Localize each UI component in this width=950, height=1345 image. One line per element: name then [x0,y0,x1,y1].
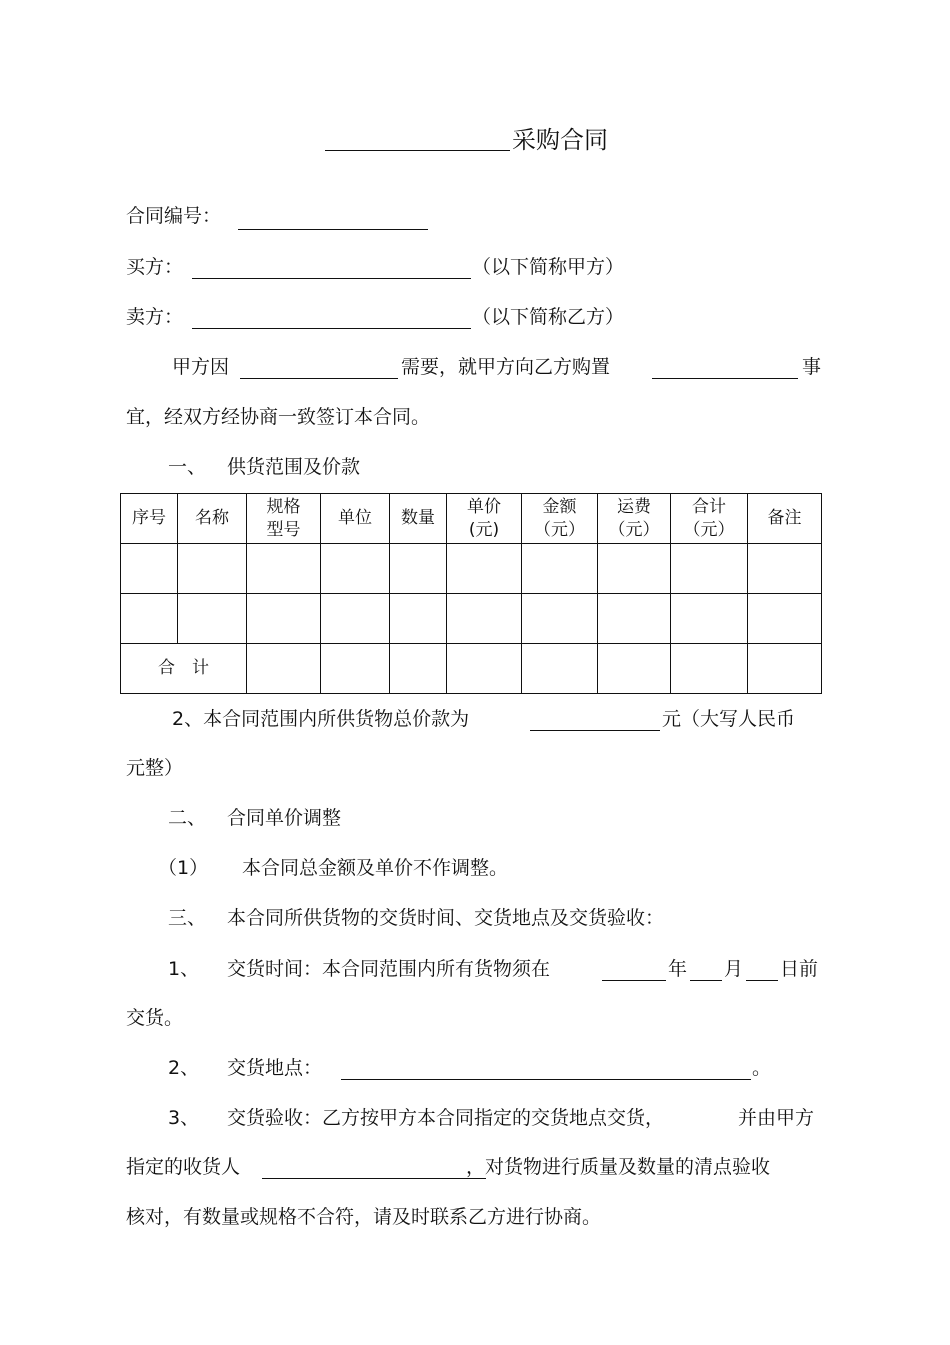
header-cell: 合计 （元） [671,494,748,544]
header-cell: 单位 [321,494,390,544]
clause2-line2: 元整） [126,757,184,779]
table-cell [447,644,522,694]
intro-part1: 甲方因 [172,356,230,378]
clause-p1-number: （1） [158,857,209,879]
table-row [121,594,822,644]
table-cell [321,544,390,594]
intro-item-blank [652,378,798,379]
header-cell: 运费 （元） [598,494,671,544]
contract-no-label: 合同编号： [126,205,222,227]
buyer-note: （以下简称甲方） [472,256,625,278]
table-cell [748,594,822,644]
section2-title: 合同单价调整 [227,807,342,829]
goods-table [120,493,822,694]
table-cell [247,544,321,594]
table-cell [671,544,748,594]
table-cell [522,544,598,594]
item3-line2b: ，对货物进行质量及数量的清点验收 [466,1156,771,1178]
table-cell [671,594,748,644]
item1-month: 月 [724,958,744,980]
buyer-label: 买方： [126,256,184,278]
table-cell [447,594,522,644]
clause2-text: 2、本合同范围内所供货物总价款为 [172,708,470,730]
table-row [121,544,822,594]
total-label: 合 计 [121,644,247,694]
table-cell [321,594,390,644]
receiver-blank [262,1178,486,1179]
page-title: 采购合同 [512,126,608,154]
table-cell [598,544,671,594]
table-cell [321,644,390,694]
item1-day: 日前 [780,958,819,980]
header-cell: 单价 (元) [447,494,522,544]
table-total-row [121,644,822,694]
clause2-text2: 元（大写人民币 [662,708,796,730]
header-cell: 序号 [121,494,178,544]
table-cell [447,544,522,594]
intro-line2: 宜，经双方经协商一致签订本合同。 [126,406,431,428]
month-blank [690,980,722,981]
buyer-blank [192,278,471,279]
item3-text-b: 并由甲方 [738,1107,815,1129]
table-cell [522,644,598,694]
item2-text: 交货地点： [227,1057,323,1079]
table-cell [522,594,598,644]
item3-line3: 核对，有数量或规格不合符，请及时联系乙方进行协商。 [126,1206,602,1228]
header-cell: 金额 （元） [522,494,598,544]
item3-line2a: 指定的收货人 [126,1156,241,1178]
table-cell [748,644,822,694]
table-cell [390,594,447,644]
table-cell [247,644,321,694]
table-cell [178,544,247,594]
table-cell [121,594,178,644]
item2-number: 2、 [168,1057,200,1079]
seller-blank [192,328,471,329]
section2-number: 二、 [168,807,207,829]
item1-year: 年 [668,958,688,980]
year-blank [602,980,666,981]
table-header-row [121,494,822,544]
title-blank-line [325,150,510,151]
header-cell: 备注 [748,494,822,544]
item1-number: 1、 [168,958,200,980]
section1-number: 一、 [168,456,207,478]
item1-line2: 交货。 [126,1007,184,1029]
section1-title: 供货范围及价款 [227,456,361,478]
table-cell [178,594,247,644]
table-cell [748,544,822,594]
section3-number: 三、 [168,907,207,929]
table-cell [598,644,671,694]
delivery-place-blank [341,1079,751,1080]
clause-p1-text: 本合同总金额及单价不作调整。 [242,857,509,879]
seller-note: （以下简称乙方） [472,306,625,328]
table-cell [390,544,447,594]
item3-text: 交货验收：乙方按甲方本合同指定的交货地点交货， [227,1107,665,1129]
seller-label: 卖方： [126,306,184,328]
item3-number: 3、 [168,1107,200,1129]
item2-end: 。 [752,1057,772,1079]
section3-title: 本合同所供货物的交货时间、交货地点及交货验收： [227,907,665,929]
intro-purpose-blank [240,378,398,379]
table-cell [598,594,671,644]
day-blank [746,980,778,981]
table-cell [390,644,447,694]
contract-no-blank [238,229,428,230]
table-cell [671,644,748,694]
header-cell: 规格 型号 [247,494,321,544]
table-cell [121,544,178,594]
intro-part3: 事 [802,356,822,378]
table-cell [247,594,321,644]
item1-text: 交货时间：本合同范围内所有货物须在 [227,958,551,980]
header-cell: 数量 [390,494,447,544]
total-price-blank [530,730,660,731]
header-cell: 名称 [178,494,247,544]
intro-part2: 需要，就甲方向乙方购置 [401,356,611,378]
